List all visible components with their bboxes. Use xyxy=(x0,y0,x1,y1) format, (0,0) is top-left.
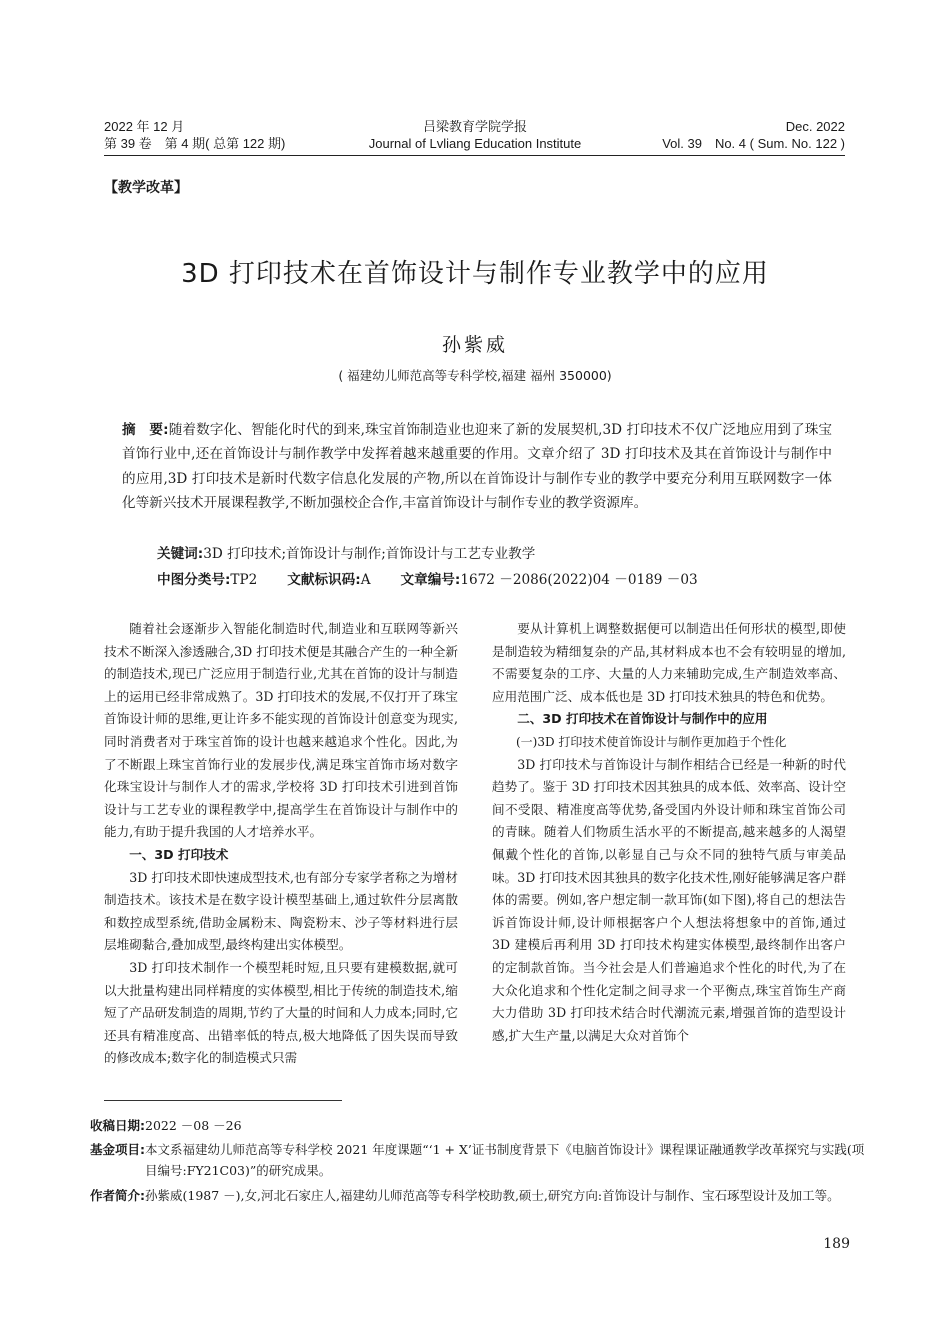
clc-label: 中图分类号: xyxy=(157,572,231,588)
body-paragraph: 随着社会逐渐步入智能化制造时代,制造业和互联网等新兴技术不断深入渗透融合,3D 打印技术便是其融合产生的一种全新的制造技术,现已广泛应用于制造行业,尤其在首饰的设计与制造上的运用已经非常成熟了。3D 打印技术的发展,不仅打开了珠宝首饰设计师的思维,更让许多不能实现的首饰设计创意变为现实,同时消费者对于珠宝首饰的设计也越来越追求个性化。因此,为了不断跟上珠宝首饰行业的发展步伐,满足珠宝首饰市场对数字化珠宝设计与制作人才的需求,学校将 3D 打印技术引进到首饰设计与工艺专业的课程教学中,提高学生在首饰设计与制作中的能力,有助于提升我国的人才培养水平。 xyxy=(104,621,458,840)
doc-code-label: 文献标识码: xyxy=(287,572,361,588)
body-column-right xyxy=(492,618,846,1047)
page-number: 189 xyxy=(823,1236,850,1252)
article-number-value: 1672 －2086(2022)04 －0189 －03 xyxy=(460,572,698,588)
journal-name-cn: 吕梁教育学院学报 xyxy=(422,119,527,134)
journal-name-en: Journal of Lvliang Education Institute xyxy=(368,136,582,151)
header-left xyxy=(104,118,285,152)
bio-label: 作者简介: xyxy=(90,1188,145,1203)
body-paragraph: 3D 打印技术即快速成型技术,也有部分专家学者称之为增材制造技术。该技术是在数字设计模型基础上,通过软件分层离散和数控成型系统,借助金属粉末、陶瓷粉末、沙子等材料进行层层堆砌黏合,叠加成型,最终构建出实体模型。 xyxy=(104,869,458,953)
footnote-received xyxy=(90,1115,870,1136)
header-date-en: Dec. 2022 xyxy=(785,119,845,134)
header-right xyxy=(662,118,845,152)
section-heading-2: 二、3D 打印技术在首饰设计与制作中的应用 xyxy=(517,711,768,727)
footnote-author-bio xyxy=(90,1185,870,1206)
bio-value: 孙紫威(1987 －),女,河北石家庄人,福建幼儿师范高等专科学校助教,硕士,研究方向:首饰设计与制作、宝石琢型设计及加工等。 xyxy=(145,1188,840,1203)
fund-label: 基金项目: xyxy=(90,1142,145,1157)
body-paragraph: 要从计算机上调整数据便可以制造出任何形状的模型,即使是制造较为精细复杂的产品,其材料成本也不会有较明显的增加,不需要复杂的工序、大量的人力来辅助完成,生产制造效率高、应用范围广泛、成本低也是 3D 打印技术独具的特色和优势。 xyxy=(492,621,846,704)
received-label: 收稿日期: xyxy=(90,1118,145,1133)
clc-value: TP2 xyxy=(230,572,258,588)
article-number-label: 文章编号: xyxy=(400,572,461,588)
header-center xyxy=(300,118,650,152)
keywords xyxy=(157,544,535,564)
abstract xyxy=(122,418,832,515)
abstract-text: 随着数字化、智能化时代的到来,珠宝首饰制造业也迎来了新的发展契机,3D 打印技术不仅广泛地应用到了珠宝首饰行业中,还在首饰设计与制作教学中发挥着越来越重要的作用。文章介绍了 3D 打印技术及其在首饰设计与制作中的应用,3D 打印技术是新时代数字信息化发展的产物,所以在首饰设计与制作专业的教学中要充分利用互联网数字一体化等新兴技术开展课程教学,不断加强校企合作,丰富首饰设计与制作专业的教学资源库。 xyxy=(122,422,833,511)
header-rule xyxy=(104,155,845,156)
article-title: 3D 打印技术在首饰设计与制作专业教学中的应用 xyxy=(181,259,769,289)
keywords-label: 关键词: xyxy=(157,546,204,562)
header-volume-issue-en: Vol. 39 No. 4 ( Sum. No. 122 ) xyxy=(662,136,845,151)
section-heading-1: 一、3D 打印技术 xyxy=(129,846,229,862)
subsection-heading-2-1: (一)3D 打印技术使首饰设计与制作更加趋于个性化 xyxy=(516,734,787,749)
author-affiliation: ( 福建幼儿师范高等专科学校,福建 福州 350000) xyxy=(338,368,612,383)
received-value: 2022 －08 －26 xyxy=(145,1118,242,1133)
keywords-text: 3D 打印技术;首饰设计与制作;首饰设计与工艺专业教学 xyxy=(203,546,536,562)
author-name: 孙紫威 xyxy=(441,334,508,356)
column-tag: 【教学改革】 xyxy=(104,180,188,196)
footnote-rule xyxy=(104,1100,342,1101)
body-paragraph: 3D 打印技术制作一个模型耗时短,且只要有建模数据,就可以大批量构建出同样精度的实体模型,相比于传统的制造技术,缩短了产品研发制造的周期,节约了大量的时间和人力成本;同时,它还具有精准度高、出错率低的特点,极大地降低了因失误而导致的修改成本;数字化的制造模式只需 xyxy=(104,959,458,1066)
footnote-fund xyxy=(90,1139,870,1181)
fund-value: 本文系福建幼儿师范高等专科学校 2021 年度课题“‘1 + X’证书制度背景下《电脑首饰设计》课程课证融通教学改革探究与实践(项目编号:FY21C03)”的研究成果。 xyxy=(145,1142,865,1178)
classification-line xyxy=(157,570,698,590)
body-column-left xyxy=(104,618,458,1070)
body-paragraph: 3D 打印技术与首饰设计与制作相结合已经是一种新的时代趋势了。鉴于 3D 打印技术因其独具的成本低、效率高、设计空间不受限、精准度高等优势,备受国内外设计师和珠宝首饰公司的青睐。随着人们物质生活水平的不断提高,越来越多的人渴望佩戴个性化的首饰,以彰显自己与众不同的独特气质与审美品味。3D 打印技术因其独具的数字化技术性,刚好能够满足客户群体的需要。例如,客户想定制一款耳饰(如下图),将自己的想法告诉首饰设计师,设计师根据客户个人想法将想象中的首饰,通过 3D 建模后再利用 3D 打印技术构建实体模型,最终制作出客户的定制款首饰。当今社会是人们普遍追求个性化的时代,为了在大众化追求和个性化定制之间寻求一个平衡点,珠宝首饰生产商大力借助 3D 打印技术结合时代潮流元素,增强首饰的造型设计感,扩大生产量,以满足大众对首饰个 xyxy=(492,756,846,1043)
header-date: 2022 年 12 月 xyxy=(104,119,185,134)
header-volume-issue: 第 39 卷 第 4 期( 总第 122 期) xyxy=(104,136,286,151)
doc-code-value: A xyxy=(360,572,371,588)
abstract-label: 摘 要: xyxy=(122,422,169,438)
